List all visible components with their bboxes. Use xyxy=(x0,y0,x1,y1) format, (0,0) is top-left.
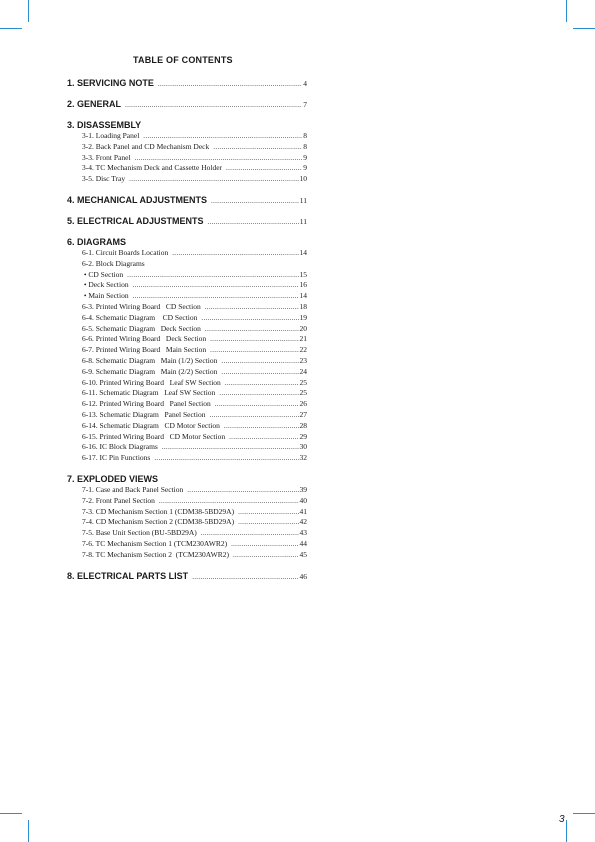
dot-leader xyxy=(135,153,303,164)
table-of-contents xyxy=(67,77,307,582)
toc-item[interactable] xyxy=(82,280,307,291)
toc-item-label: 6-15. Printed Wiring Board CD Motor Section xyxy=(82,431,226,441)
crop-mark-top-right-horizontal xyxy=(573,28,595,29)
toc-item[interactable] xyxy=(82,421,307,432)
dot-leader xyxy=(192,571,298,583)
toc-item-page-number: 14 xyxy=(299,247,307,257)
toc-item[interactable] xyxy=(82,153,307,164)
section-title: 5. ELECTRICAL ADJUSTMENTS xyxy=(67,215,204,226)
toc-item-page-number: 25 xyxy=(299,377,307,387)
dot-leader xyxy=(229,432,298,443)
section-spacer xyxy=(67,227,307,236)
dot-leader xyxy=(210,334,298,345)
toc-item-label: 6-16. IC Block Diagrams xyxy=(82,442,158,452)
dot-leader xyxy=(133,280,299,291)
section-title: 6. DIAGRAMS xyxy=(67,236,127,247)
toc-item[interactable] xyxy=(82,507,307,518)
crop-mark-bottom-right-horizontal xyxy=(573,813,595,814)
dot-leader xyxy=(162,442,299,453)
toc-item-page-number: 16 xyxy=(299,280,307,290)
toc-item-page-number: 25 xyxy=(299,388,307,398)
toc-item-label: 3-5. Disc Tray xyxy=(82,174,126,184)
dot-leader xyxy=(215,399,299,410)
section-spacer xyxy=(67,89,307,98)
toc-item-label: 6-12. Printed Wiring Board Panel Section xyxy=(82,399,211,409)
toc-item-page-number: 32 xyxy=(299,453,307,463)
dot-leader xyxy=(143,131,302,142)
toc-item[interactable] xyxy=(82,259,307,270)
dot-leader xyxy=(158,78,302,90)
dot-leader xyxy=(187,485,298,496)
dot-leader xyxy=(238,507,298,518)
crop-mark-bottom-right-vertical xyxy=(566,820,567,842)
section-spacer xyxy=(67,185,307,194)
toc-item[interactable] xyxy=(82,142,307,153)
toc-item-page-number: 15 xyxy=(299,269,307,279)
toc-item-label: 7-3. CD Mechanism Section 1 (CDM38-5BD29A) xyxy=(82,506,235,516)
toc-item-page-number: 20 xyxy=(299,323,307,333)
dot-leader xyxy=(224,421,299,432)
toc-item-page-number: 24 xyxy=(299,366,307,376)
section-page-number: 11 xyxy=(299,216,307,226)
section-page-number: 7 xyxy=(303,100,307,109)
toc-item-page-number: 27 xyxy=(299,409,307,419)
section-page-number: 11 xyxy=(299,195,307,205)
toc-item[interactable] xyxy=(82,539,307,550)
toc-item[interactable] xyxy=(82,496,307,507)
toc-item-page-number: 22 xyxy=(299,345,307,355)
dot-leader xyxy=(219,388,298,399)
toc-item[interactable] xyxy=(82,302,307,313)
dot-leader xyxy=(213,142,302,153)
section-page-number: 46 xyxy=(299,571,307,581)
toc-item-label: 3-3. Front Panel xyxy=(82,152,131,162)
dot-leader xyxy=(159,496,299,507)
dot-leader xyxy=(205,302,299,313)
dot-leader xyxy=(210,410,299,421)
section-spacer xyxy=(67,464,307,473)
dot-leader xyxy=(221,356,298,367)
section-page-number: 4 xyxy=(303,79,307,88)
toc-item-page-number: 43 xyxy=(299,528,307,538)
toc-item[interactable] xyxy=(82,378,307,389)
crop-mark-top-left-vertical xyxy=(28,0,29,22)
dot-leader xyxy=(226,163,302,174)
dot-leader xyxy=(231,539,298,550)
toc-item[interactable] xyxy=(82,367,307,378)
page-number: 3 xyxy=(559,814,565,825)
crop-mark-top-right-vertical xyxy=(566,0,567,22)
toc-item-label: • CD Section xyxy=(82,269,124,279)
dot-leader xyxy=(133,291,299,302)
section-title: 7. EXPLODED VIEWS xyxy=(67,473,159,484)
section-spacer xyxy=(67,561,307,570)
toc-item[interactable] xyxy=(82,410,307,421)
toc-item-page-number: 8 xyxy=(303,141,307,151)
toc-item[interactable] xyxy=(82,174,307,185)
toc-item[interactable] xyxy=(82,345,307,356)
toc-item-page-number: 30 xyxy=(299,442,307,452)
toc-item[interactable] xyxy=(82,324,307,335)
toc-item-page-number: 9 xyxy=(303,163,307,173)
toc-item[interactable] xyxy=(82,356,307,367)
crop-mark-top-left-horizontal xyxy=(0,28,22,29)
toc-subitems xyxy=(82,485,307,561)
toc-item-label: 6-17. IC Pin Functions xyxy=(82,453,151,463)
toc-item-label: 6-6. Printed Wiring Board Deck Section xyxy=(82,334,207,344)
dot-leader xyxy=(210,345,298,356)
toc-item-label: 7-2. Front Panel Section xyxy=(82,495,155,505)
toc-item[interactable] xyxy=(82,453,307,464)
toc-section-heading[interactable] xyxy=(67,194,307,206)
toc-item[interactable] xyxy=(82,550,307,561)
toc-item-page-number: 23 xyxy=(299,355,307,365)
dot-leader xyxy=(125,99,302,111)
toc-item-label: 6-7. Printed Wiring Board Main Section xyxy=(82,345,207,355)
toc-item[interactable] xyxy=(82,248,307,259)
toc-item-page-number: 8 xyxy=(303,131,307,140)
section-spacer xyxy=(67,206,307,215)
dot-leader xyxy=(154,453,298,464)
toc-item-label: 7-5. Base Unit Section (BU-5BD29A) xyxy=(82,528,197,538)
toc-item-page-number: 42 xyxy=(299,517,307,527)
dot-leader xyxy=(129,174,298,185)
toc-item-page-number: 39 xyxy=(299,484,307,494)
toc-item-label: 6-2. Block Diagrams xyxy=(82,258,145,268)
crop-mark-bottom-left-vertical xyxy=(28,820,29,842)
toc-item[interactable] xyxy=(82,399,307,410)
section-title: 8. ELECTRICAL PARTS LIST xyxy=(67,570,189,581)
toc-item[interactable] xyxy=(82,270,307,281)
toc-item-page-number: 45 xyxy=(299,549,307,559)
toc-item-page-number: 28 xyxy=(299,420,307,430)
toc-item[interactable] xyxy=(82,432,307,443)
dot-leader xyxy=(201,528,299,539)
toc-item-label: 6-13. Schematic Diagram Panel Section xyxy=(82,409,206,419)
dot-leader xyxy=(208,216,299,228)
dot-leader xyxy=(211,195,299,207)
dot-leader xyxy=(238,517,298,528)
toc-item[interactable] xyxy=(82,163,307,174)
toc-section-heading[interactable] xyxy=(67,570,307,582)
toc-item[interactable] xyxy=(82,334,307,345)
toc-item-label: 7-8. TC Mechanism Section 2 (TCM230AWR2) xyxy=(82,549,229,559)
toc-item[interactable] xyxy=(82,313,307,324)
toc-item-label: 6-4. Schematic Diagram CD Section xyxy=(82,312,198,322)
crop-mark-bottom-left-horizontal xyxy=(0,813,22,814)
toc-subitems xyxy=(82,248,307,464)
toc-section-heading[interactable] xyxy=(67,215,307,227)
toc-title: TABLE OF CONTENTS xyxy=(133,55,233,65)
toc-item-label: 7-1. Case and Back Panel Section xyxy=(82,484,184,494)
toc-item-label: 3-2. Back Panel and CD Mechanism Deck xyxy=(82,141,210,151)
toc-section-heading[interactable] xyxy=(67,77,307,89)
toc-item-label: 6-3. Printed Wiring Board CD Section xyxy=(82,301,201,311)
toc-item-page-number: 19 xyxy=(299,312,307,322)
section-spacer xyxy=(67,110,307,119)
dot-leader xyxy=(172,248,298,259)
toc-item-page-number: 10 xyxy=(299,174,307,184)
dot-leader xyxy=(221,367,298,378)
toc-item-page-number: 40 xyxy=(299,495,307,505)
toc-item-label: • Deck Section xyxy=(82,280,129,290)
toc-item[interactable] xyxy=(82,442,307,453)
toc-item-label: 6-5. Schematic Diagram Deck Section xyxy=(82,323,201,333)
toc-item-label: 7-6. TC Mechanism Section 1 (TCM230AWR2) xyxy=(82,538,228,548)
section-title: 3. DISASSEMBLY xyxy=(67,120,142,130)
toc-item-label: 6-11. Schematic Diagram Leaf SW Section xyxy=(82,388,216,398)
toc-item[interactable] xyxy=(82,485,307,496)
toc-item-page-number: 29 xyxy=(299,431,307,441)
toc-item-label: 6-14. Schematic Diagram CD Motor Section xyxy=(82,420,220,430)
toc-item-page-number: 9 xyxy=(303,152,307,162)
toc-item-label: 6-9. Schematic Diagram Main (2/2) Section xyxy=(82,366,218,376)
toc-item-page-number: 18 xyxy=(299,301,307,311)
dot-leader xyxy=(201,313,298,324)
toc-item-page-number: 26 xyxy=(299,399,307,409)
toc-section-heading[interactable] xyxy=(67,98,307,110)
dot-leader xyxy=(205,324,299,335)
toc-item-label: 3-1. Loading Panel xyxy=(82,131,140,140)
toc-item[interactable] xyxy=(82,131,307,142)
toc-item[interactable] xyxy=(82,388,307,399)
toc-section-heading[interactable] xyxy=(67,236,307,248)
section-title: 1. SERVICING NOTE xyxy=(67,78,154,88)
toc-item-page-number: 14 xyxy=(299,291,307,301)
toc-subitems xyxy=(82,131,307,185)
toc-item-label: 6-1. Circuit Boards Location xyxy=(82,247,169,257)
toc-item[interactable] xyxy=(82,291,307,302)
section-title: 2. GENERAL xyxy=(67,99,122,109)
toc-item-label: 6-8. Schematic Diagram Main (1/2) Section xyxy=(82,355,218,365)
dot-leader xyxy=(127,270,298,281)
dot-leader xyxy=(233,550,299,561)
toc-section-heading[interactable] xyxy=(67,473,307,485)
toc-item-label: • Main Section xyxy=(82,291,129,301)
toc-item-label: 3-4. TC Mechanism Deck and Cassette Holder xyxy=(82,163,223,173)
toc-item-page-number: 41 xyxy=(299,506,307,516)
toc-item-page-number: 21 xyxy=(299,334,307,344)
toc-item[interactable] xyxy=(82,528,307,539)
toc-item-page-number: 44 xyxy=(299,538,307,548)
toc-item[interactable] xyxy=(82,517,307,528)
toc-section-heading[interactable] xyxy=(67,119,307,131)
toc-item-label: 6-10. Printed Wiring Board Leaf SW Section xyxy=(82,377,221,387)
dot-leader xyxy=(225,378,299,389)
toc-item-label: 7-4. CD Mechanism Section 2 (CDM38-5BD29A) xyxy=(82,517,235,527)
section-title: 4. MECHANICAL ADJUSTMENTS xyxy=(67,194,208,205)
